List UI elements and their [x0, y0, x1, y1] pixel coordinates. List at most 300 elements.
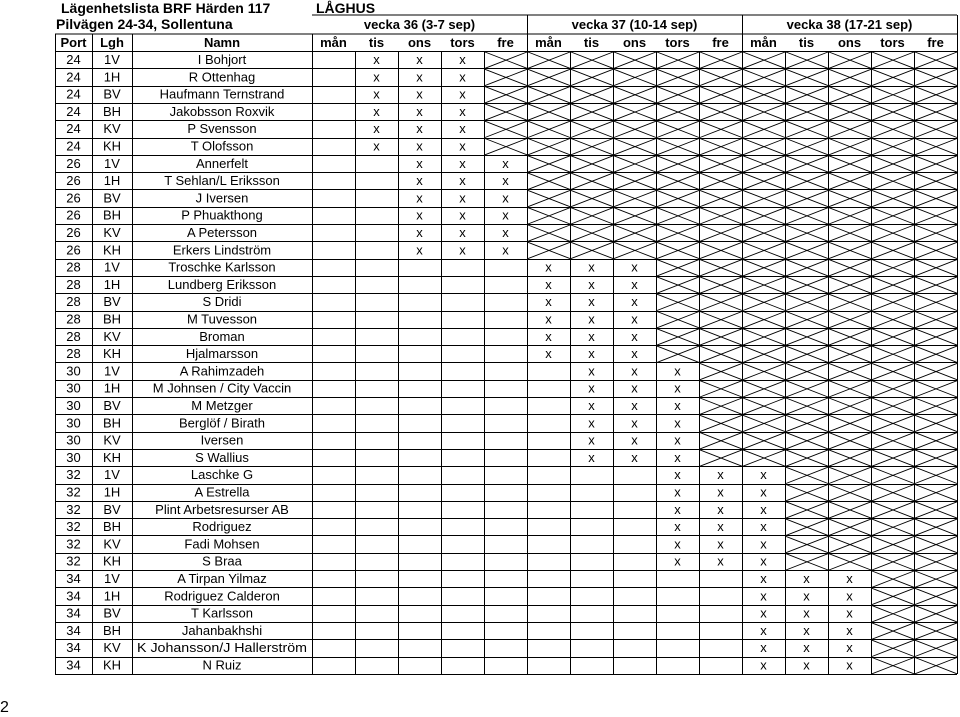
table-row — [66, 87, 957, 103]
crossed-out-cell — [700, 363, 742, 379]
name-cell: Rodriguez Calderon — [164, 588, 280, 604]
x-mark: x — [760, 605, 767, 621]
crossed-out-cell — [700, 415, 742, 431]
x-mark: x — [760, 501, 767, 517]
x-mark: x — [416, 207, 423, 223]
crossed-out-cell — [915, 225, 957, 241]
crossed-out-cell — [657, 294, 699, 310]
crossed-out-cell — [915, 139, 957, 155]
crossed-out-cell — [786, 415, 828, 431]
crossed-out-cell — [786, 363, 828, 379]
crossed-out-cell — [829, 312, 871, 328]
lgh-cell: KV — [103, 432, 121, 448]
crossed-out-cell — [657, 346, 699, 362]
x-mark: x — [416, 190, 423, 206]
crossed-out-cell — [700, 260, 742, 276]
x-mark: x — [717, 536, 724, 552]
crossed-out-cell — [743, 242, 785, 258]
x-mark: x — [674, 449, 681, 465]
crossed-out-cell — [528, 69, 570, 85]
crossed-out-cell — [829, 87, 871, 103]
crossed-out-cell — [872, 294, 914, 310]
day-header: tis — [368, 35, 385, 50]
crossed-out-cell — [829, 277, 871, 293]
crossed-out-cell — [700, 173, 742, 189]
crossed-out-cell — [872, 588, 914, 604]
crossed-out-cell — [571, 190, 613, 206]
table-row — [66, 519, 957, 535]
x-mark: x — [373, 69, 380, 85]
crossed-out-cell — [657, 121, 699, 137]
crossed-out-cell — [786, 87, 828, 103]
crossed-out-cell — [743, 208, 785, 224]
crossed-out-cell — [915, 554, 957, 570]
x-mark: x — [631, 346, 638, 362]
day-header: ons — [622, 35, 647, 50]
port-cell: 34 — [66, 657, 81, 673]
crossed-out-cell — [657, 208, 699, 224]
x-mark: x — [674, 501, 681, 517]
x-mark: x — [803, 588, 810, 604]
x-mark: x — [588, 415, 595, 431]
port-cell: 24 — [66, 138, 81, 154]
name-cell: Haufmann Ternstrand — [159, 86, 285, 102]
x-mark: x — [674, 536, 681, 552]
x-mark: x — [502, 190, 509, 206]
name-cell: Rodriguez — [192, 519, 252, 535]
port-cell: 30 — [66, 398, 81, 413]
crossed-out-cell — [872, 606, 914, 622]
lgh-cell: BV — [103, 86, 121, 102]
crossed-out-cell — [786, 121, 828, 137]
name-cell: M Tuvesson — [186, 311, 258, 327]
crossed-out-cell — [657, 173, 699, 189]
address: Pilvägen 24-34, Sollentuna — [56, 16, 233, 32]
x-mark: x — [674, 432, 681, 448]
x-mark: x — [760, 519, 767, 535]
crossed-out-cell — [614, 87, 656, 103]
crossed-out-cell — [915, 260, 957, 276]
x-mark: x — [502, 173, 509, 189]
x-mark: x — [373, 138, 380, 154]
x-mark: x — [631, 398, 638, 413]
crossed-out-cell — [700, 225, 742, 241]
x-mark: x — [760, 657, 767, 673]
crossed-out-cell — [743, 156, 785, 172]
name-cell: N Ruiz — [202, 657, 242, 673]
x-mark: x — [588, 328, 595, 344]
name-cell: T Sehlan/L Eriksson — [164, 173, 280, 189]
crossed-out-cell — [571, 52, 613, 68]
crossed-out-cell — [614, 190, 656, 206]
crossed-out-cell — [915, 69, 957, 85]
name-cell: T Karlsson — [191, 605, 253, 621]
lgh-cell: 1V — [104, 571, 120, 586]
name-cell: S Dridi — [202, 294, 242, 310]
lgh-header: Lgh — [100, 35, 124, 50]
table-row — [66, 450, 957, 466]
x-mark: x — [717, 484, 724, 500]
x-mark: x — [416, 138, 423, 154]
x-mark: x — [459, 207, 466, 223]
crossed-out-cell — [700, 398, 742, 414]
crossed-out-cell — [528, 87, 570, 103]
crossed-out-cell — [657, 104, 699, 120]
port-header: Port — [60, 35, 87, 50]
crossed-out-cell — [915, 536, 957, 552]
crossed-out-cell — [700, 346, 742, 362]
week-header: vecka 36 (3-7 sep) — [363, 17, 476, 32]
crossed-out-cell — [786, 69, 828, 85]
day-header: tors — [880, 35, 905, 50]
crossed-out-cell — [872, 156, 914, 172]
crossed-out-cell — [485, 121, 527, 137]
x-mark: x — [416, 86, 423, 102]
port-cell: 24 — [66, 86, 81, 102]
crossed-out-cell — [614, 121, 656, 137]
name-cell: P Svensson — [187, 121, 257, 137]
crossed-out-cell — [872, 623, 914, 639]
crossed-out-cell — [571, 87, 613, 103]
port-cell: 26 — [66, 173, 81, 189]
x-mark: x — [760, 467, 767, 483]
crossed-out-cell — [528, 173, 570, 189]
table-row — [66, 190, 957, 206]
crossed-out-cell — [872, 87, 914, 103]
port-cell: 30 — [66, 415, 81, 431]
x-mark: x — [459, 138, 466, 154]
crossed-out-cell — [829, 346, 871, 362]
x-mark: x — [846, 640, 853, 656]
x-mark: x — [416, 52, 423, 67]
table-row — [66, 554, 957, 570]
crossed-out-cell — [786, 467, 828, 483]
crossed-out-cell — [700, 52, 742, 68]
lgh-cell: 1H — [103, 380, 121, 396]
lgh-cell: BH — [102, 519, 122, 535]
name-cell: R Ottenhag — [188, 69, 256, 85]
x-mark: x — [459, 155, 466, 171]
crossed-out-cell — [829, 381, 871, 397]
name-cell: Annerfelt — [195, 155, 249, 171]
crossed-out-cell — [915, 381, 957, 397]
table-row — [66, 502, 957, 518]
crossed-out-cell — [743, 52, 785, 68]
x-mark: x — [416, 121, 423, 137]
crossed-out-cell — [571, 121, 613, 137]
table-row — [66, 242, 957, 258]
crossed-out-cell — [657, 139, 699, 155]
day-header: fre — [927, 35, 944, 50]
lgh-cell: KH — [102, 346, 122, 362]
crossed-out-cell — [786, 502, 828, 518]
crossed-out-cell — [700, 121, 742, 137]
crossed-out-cell — [571, 242, 613, 258]
name-cell: M Metzger — [191, 398, 253, 413]
crossed-out-cell — [829, 433, 871, 449]
crossed-out-cell — [614, 225, 656, 241]
crossed-out-cell — [786, 277, 828, 293]
port-cell: 24 — [66, 52, 81, 67]
crossed-out-cell — [915, 312, 957, 328]
crossed-out-cell — [743, 69, 785, 85]
port-cell: 32 — [66, 484, 81, 500]
crossed-out-cell — [872, 640, 914, 656]
crossed-out-cell — [915, 346, 957, 362]
x-mark: x — [588, 449, 595, 465]
x-mark: x — [416, 242, 423, 258]
crossed-out-cell — [786, 208, 828, 224]
crossed-out-cell — [571, 69, 613, 85]
lgh-cell: KV — [103, 225, 121, 240]
crossed-out-cell — [829, 363, 871, 379]
crossed-out-cell — [528, 242, 570, 258]
crossed-out-cell — [743, 433, 785, 449]
day-header: mån — [750, 35, 777, 50]
crossed-out-cell — [915, 450, 957, 466]
x-mark: x — [588, 432, 595, 448]
crossed-out-cell — [872, 485, 914, 501]
crossed-out-cell — [657, 156, 699, 172]
crossed-out-cell — [528, 156, 570, 172]
x-mark: x — [416, 225, 423, 240]
crossed-out-cell — [485, 52, 527, 68]
crossed-out-cell — [700, 139, 742, 155]
crossed-out-cell — [915, 467, 957, 483]
crossed-out-cell — [915, 485, 957, 501]
port-cell: 28 — [66, 328, 81, 344]
name-cell: A Petersson — [186, 225, 258, 240]
table-row — [66, 588, 957, 604]
table-row — [66, 225, 957, 241]
crossed-out-cell — [829, 52, 871, 68]
crossed-out-cell — [485, 139, 527, 155]
port-cell: 34 — [66, 640, 81, 656]
crossed-out-cell — [872, 312, 914, 328]
crossed-out-cell — [485, 104, 527, 120]
table-row — [66, 329, 957, 345]
crossed-out-cell — [786, 139, 828, 155]
crossed-out-cell — [872, 554, 914, 570]
crossed-out-cell — [915, 104, 957, 120]
crossed-out-cell — [872, 658, 914, 674]
crossed-out-cell — [829, 242, 871, 258]
lgh-cell: KH — [102, 553, 122, 569]
table-row — [66, 640, 957, 656]
lgh-cell: 1H — [103, 276, 121, 292]
crossed-out-cell — [915, 415, 957, 431]
crossed-out-cell — [915, 571, 957, 587]
crossed-out-cell — [614, 242, 656, 258]
x-mark: x — [588, 346, 595, 362]
crossed-out-cell — [657, 52, 699, 68]
x-mark: x — [846, 622, 853, 638]
lgh-cell: 1H — [103, 484, 121, 500]
x-mark: x — [631, 294, 638, 310]
table-row — [66, 156, 957, 172]
name-cell: Plint Arbetsresurser AB — [155, 501, 289, 517]
crossed-out-cell — [829, 104, 871, 120]
x-mark: x — [760, 484, 767, 500]
crossed-out-cell — [528, 121, 570, 137]
crossed-out-cell — [872, 536, 914, 552]
crossed-out-cell — [872, 277, 914, 293]
day-header: fre — [497, 35, 514, 50]
table-row — [66, 485, 957, 501]
lgh-cell: KH — [102, 449, 122, 465]
crossed-out-cell — [829, 502, 871, 518]
port-cell: 30 — [66, 449, 81, 465]
x-mark: x — [459, 86, 466, 102]
crossed-out-cell — [571, 225, 613, 241]
crossed-out-cell — [657, 260, 699, 276]
table-row — [66, 415, 957, 431]
port-cell: 28 — [66, 311, 81, 327]
crossed-out-cell — [700, 433, 742, 449]
x-mark: x — [803, 605, 810, 621]
crossed-out-cell — [786, 536, 828, 552]
crossed-out-cell — [915, 173, 957, 189]
day-header: ons — [837, 35, 862, 50]
x-mark: x — [803, 640, 810, 656]
crossed-out-cell — [485, 87, 527, 103]
x-mark: x — [717, 467, 724, 483]
crossed-out-cell — [657, 329, 699, 345]
crossed-out-cell — [528, 208, 570, 224]
name-header: Namn — [203, 35, 241, 50]
x-mark: x — [588, 311, 595, 327]
x-mark: x — [459, 103, 466, 119]
port-cell: 28 — [66, 259, 81, 275]
crossed-out-cell — [872, 242, 914, 258]
crossed-out-cell — [829, 450, 871, 466]
lgh-cell: BV — [103, 605, 121, 621]
name-cell: K Johansson/J Hallerström — [137, 640, 307, 656]
port-cell: 34 — [66, 588, 81, 604]
table-row — [66, 433, 957, 449]
table-row — [66, 398, 957, 414]
crossed-out-cell — [571, 173, 613, 189]
crossed-out-cell — [872, 381, 914, 397]
lgh-cell: BV — [103, 398, 121, 413]
crossed-out-cell — [915, 398, 957, 414]
x-mark: x — [416, 155, 423, 171]
x-mark: x — [459, 52, 466, 67]
crossed-out-cell — [743, 329, 785, 345]
port-cell: 26 — [66, 225, 81, 240]
day-header: ons — [407, 35, 432, 50]
x-mark: x — [545, 346, 552, 362]
crossed-out-cell — [829, 173, 871, 189]
crossed-out-cell — [829, 225, 871, 241]
x-mark: x — [459, 121, 466, 137]
crossed-out-cell — [829, 121, 871, 137]
x-mark: x — [502, 155, 509, 171]
x-mark: x — [674, 398, 681, 413]
crossed-out-cell — [829, 329, 871, 345]
week-header: vecka 38 (17-21 sep) — [786, 17, 913, 32]
x-mark: x — [588, 398, 595, 413]
x-mark: x — [416, 103, 423, 119]
port-cell: 32 — [66, 501, 81, 517]
crossed-out-cell — [571, 156, 613, 172]
name-cell: P Phuakthong — [181, 207, 263, 223]
lgh-cell: KV — [103, 121, 121, 137]
crossed-out-cell — [786, 381, 828, 397]
crossed-out-cell — [786, 346, 828, 362]
table-row — [66, 208, 957, 224]
crossed-out-cell — [657, 277, 699, 293]
crossed-out-cell — [829, 156, 871, 172]
crossed-out-cell — [872, 363, 914, 379]
lgh-cell: KH — [102, 138, 122, 154]
x-mark: x — [717, 553, 724, 569]
x-mark: x — [717, 501, 724, 517]
table-row — [66, 104, 957, 120]
x-mark: x — [459, 190, 466, 206]
lgh-cell: BH — [102, 415, 122, 431]
x-mark: x — [674, 519, 681, 535]
crossed-out-cell — [915, 658, 957, 674]
crossed-out-cell — [829, 294, 871, 310]
lgh-cell: 1V — [104, 363, 120, 379]
crossed-out-cell — [700, 156, 742, 172]
table-row — [66, 658, 957, 674]
x-mark: x — [803, 657, 810, 673]
crossed-out-cell — [786, 450, 828, 466]
x-mark: x — [373, 121, 380, 137]
crossed-out-cell — [743, 87, 785, 103]
crossed-out-cell — [915, 277, 957, 293]
name-cell: S Wallius — [195, 449, 249, 465]
crossed-out-cell — [743, 121, 785, 137]
crossed-out-cell — [915, 640, 957, 656]
table-row — [66, 312, 957, 328]
crossed-out-cell — [743, 190, 785, 206]
x-mark: x — [760, 571, 767, 586]
lgh-cell: BH — [102, 311, 122, 327]
crossed-out-cell — [700, 69, 742, 85]
crossed-out-cell — [872, 173, 914, 189]
crossed-out-cell — [829, 139, 871, 155]
name-cell: S Braa — [202, 553, 242, 569]
name-cell: T Olofsson — [190, 138, 254, 154]
table-row — [66, 121, 957, 137]
name-cell: Hjalmarsson — [185, 346, 259, 362]
x-mark: x — [373, 103, 380, 119]
crossed-out-cell — [872, 433, 914, 449]
crossed-out-cell — [571, 139, 613, 155]
crossed-out-cell — [743, 346, 785, 362]
lgh-cell: KV — [103, 640, 121, 656]
x-mark: x — [545, 259, 552, 275]
table-row — [66, 294, 957, 310]
port-cell: 24 — [66, 103, 81, 119]
crossed-out-cell — [915, 606, 957, 622]
crossed-out-cell — [614, 208, 656, 224]
lgh-cell: BH — [102, 207, 122, 223]
x-mark: x — [545, 294, 552, 310]
x-mark: x — [717, 519, 724, 535]
x-mark: x — [588, 294, 595, 310]
port-cell: 26 — [66, 207, 81, 223]
crossed-out-cell — [915, 294, 957, 310]
name-cell: J Iversen — [195, 190, 249, 206]
crossed-out-cell — [786, 156, 828, 172]
name-cell: Jakobsson Roxvik — [169, 103, 275, 119]
name-cell: Broman — [199, 328, 245, 344]
crossed-out-cell — [915, 156, 957, 172]
